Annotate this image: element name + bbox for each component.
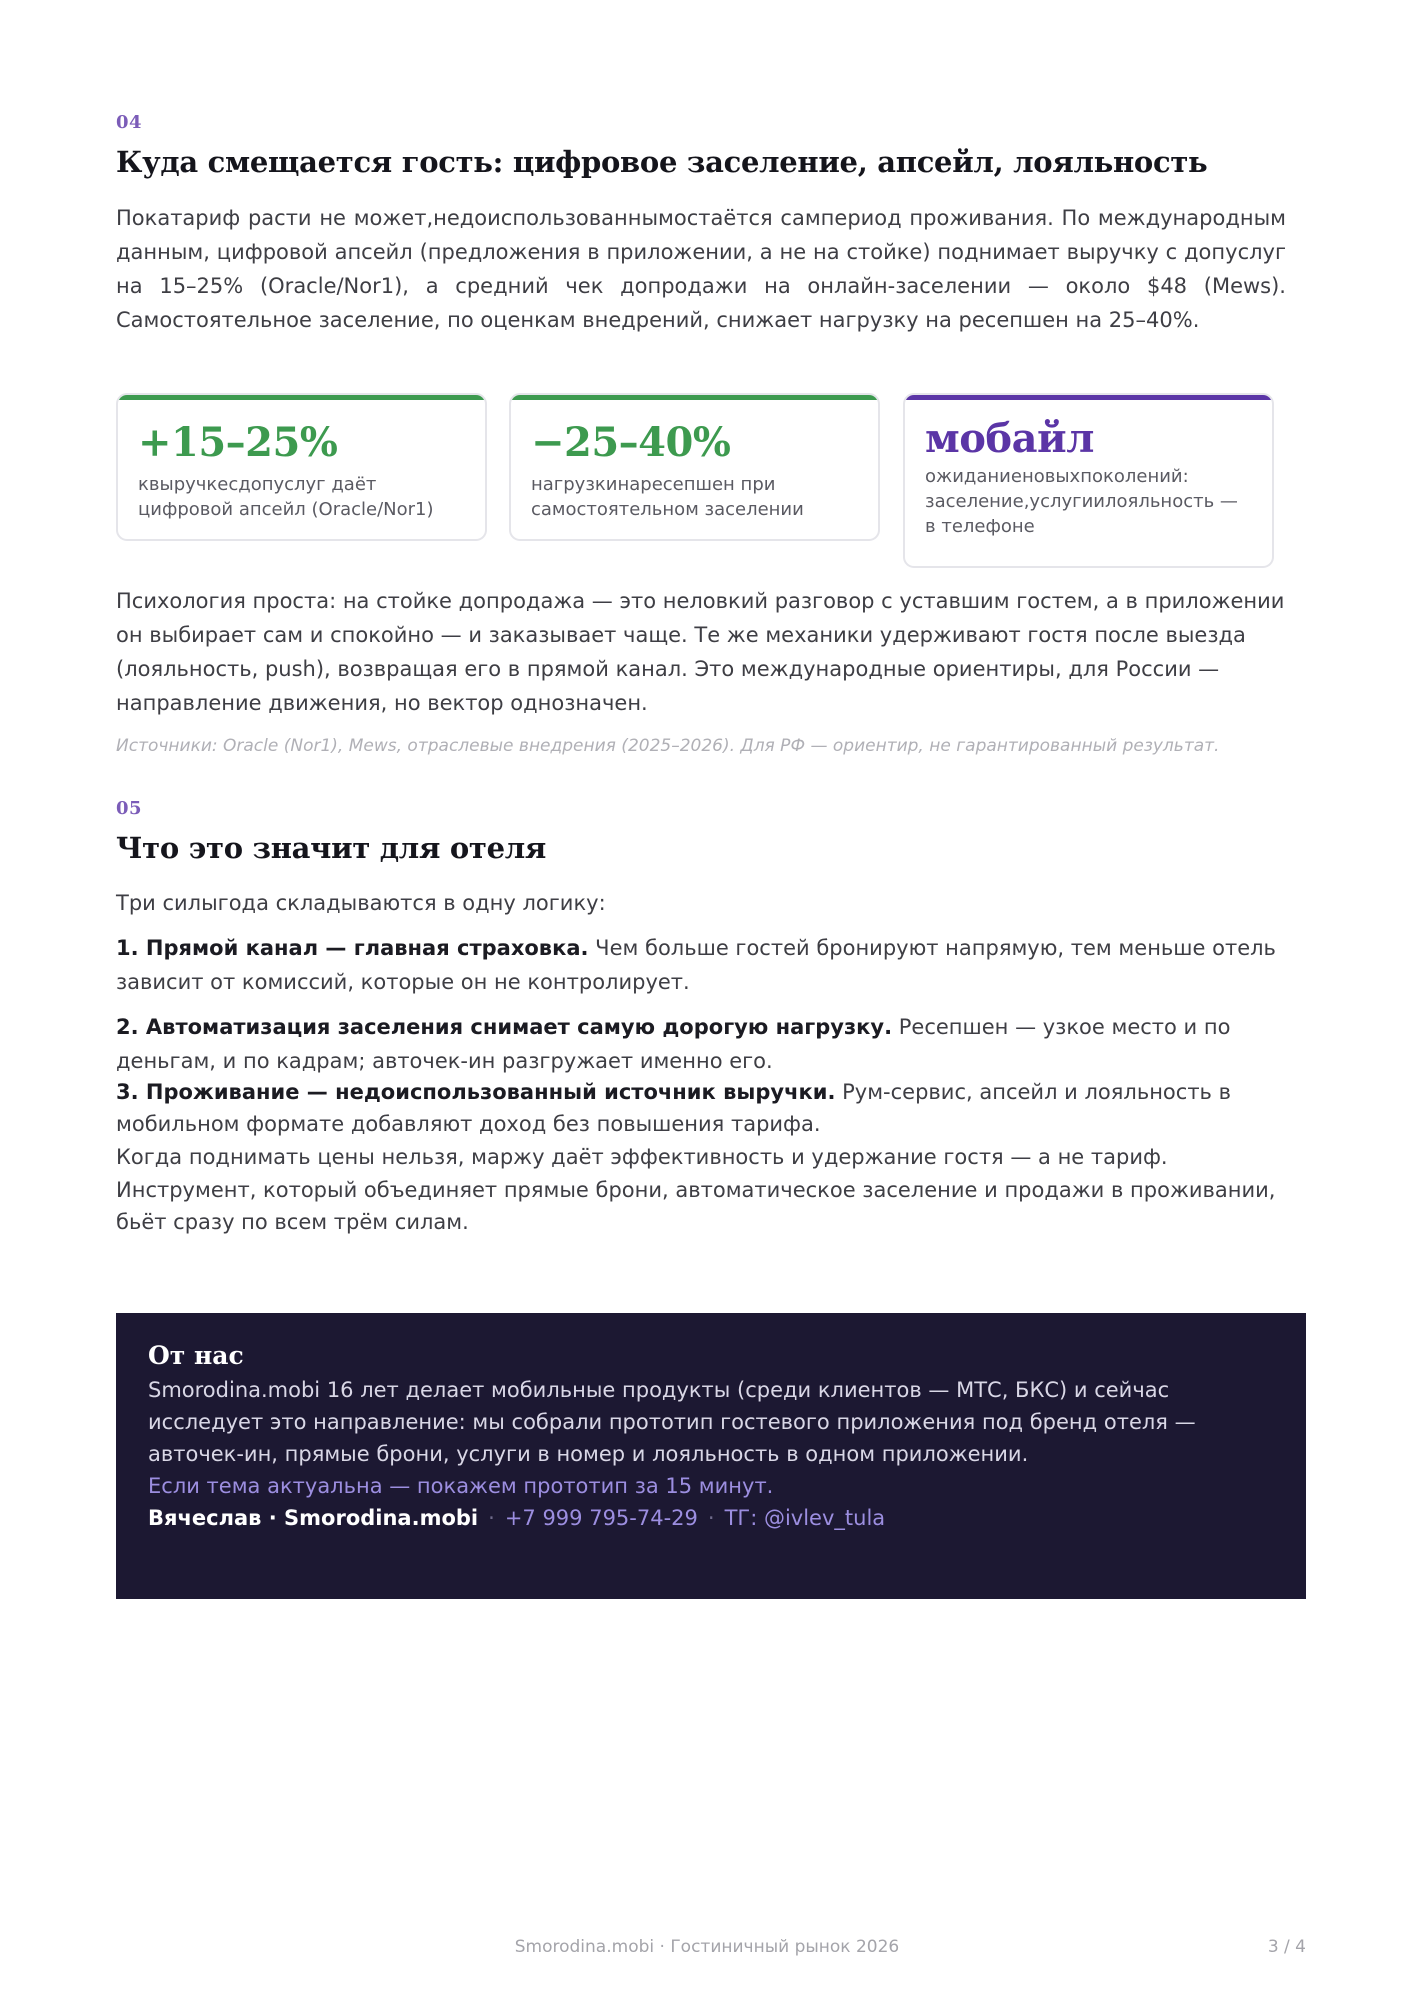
stat-caption: квыручкесдопуслуг даёт цифровой апсейл (Oracle/Nor1) xyxy=(138,474,434,520)
point-text: Ресепшен — узкое место и по деньгам, и по кадрам; авточек-ин разгружает именно его. xyxy=(116,1015,1231,1073)
conclusion-line: Когда поднимать цены нельзя, маржу даёт эффективность и удержание гостя — а не тариф. xyxy=(116,1145,1168,1169)
point-heading: 2. Автоматизация заселения снимает самую дорогую нагрузку. xyxy=(116,1015,893,1039)
section-number: 04 xyxy=(116,112,143,133)
stat-caption: нагрузкинаресепшен при самостоятельном заселении xyxy=(531,474,804,520)
section-title: Куда смещается гость: цифровое заселение, апсейл, лояльность xyxy=(116,145,1208,179)
section-number: 05 xyxy=(116,798,143,819)
list-item xyxy=(116,931,1292,999)
point-text: Чем больше гостей бронируют напрямую, тем меньше отель зависит от комиссий, которые он не контролирует. xyxy=(116,936,1276,994)
stat-value: +15–25% xyxy=(138,419,338,466)
section-intro: Три силыгода складываются в одну логику: xyxy=(116,891,606,915)
stat-value: мобайл xyxy=(925,415,1094,462)
card-accent-bar xyxy=(118,395,485,400)
separator: · xyxy=(488,1506,495,1530)
section-intro: Покатариф расти не может,недоиспользованнымостаётся сампериод проживания. По международным данным, цифровой апсейл (предложения в приложении, а не на стойке) поднимает выручку с допуслуг на 15–25% (Oracle/Nor1), а средний чек допродажи на онлайн-заселении — около $48 (Mews). Самостоятельное заселение, по оценкам внедрений, снижает нагрузку на ресепшен на 25–40%. xyxy=(116,206,1286,332)
list-item xyxy=(116,1076,1292,1140)
psychology-paragraph: Психология проста: на стойке допродажа — это неловкий разговор с уставшим гостем, а в приложении он выбирает сам и спокойно — и заказывает чаще. Те же механики удерживают гостя после выезда (лояльность, push), возвращая его в прямой канал. Это международные ориентиры, для России — направление движения, но вектор однозначен. xyxy=(116,589,1285,715)
about-text: Smorodina.mobi 16 лет делает мобильные продукты (среди клиентов — МТС, БКС) и сейчас исследует это направление: мы собрали прототип гостевого приложения под бренд отеля — авточек-ин, прямые брони, услуги в номер и лояльность в одном приложении. xyxy=(148,1378,1196,1466)
stat-card xyxy=(116,393,487,541)
point-text: Рум-сервис, апсейл и лояльность в мобильном формате добавляют доход без повышения тарифа. xyxy=(116,1080,1231,1136)
contact-name: Вячеслав · Smorodina.mobi xyxy=(148,1506,479,1530)
page-number: 3 / 4 xyxy=(1267,1937,1306,1957)
stat-caption: ожиданиеновыхпоколений: заселение,услугиилояльность — в телефоне xyxy=(925,466,1238,537)
sources-note: Источники: Oracle (Nor1), Mews, отраслевые внедрения (2025–2026). Для РФ — ориентир, не гарантированный результат. xyxy=(116,736,1220,756)
point-heading: 1. Прямой канал — главная страховка. xyxy=(116,936,589,960)
stat-card xyxy=(903,393,1274,568)
card-accent-bar xyxy=(511,395,878,400)
conclusion-line: Инструмент, который объединяет прямые брони, автоматическое заселение и продажи в проживании, бьёт сразу по всем трём силам. xyxy=(116,1178,1276,1234)
about-cta: Если тема актуальна — покажем прототип за 15 минут. xyxy=(148,1474,774,1498)
stats-cards xyxy=(116,393,1292,573)
phone-link[interactable]: +7 999 795-74-29 xyxy=(504,1506,698,1530)
about-us-box xyxy=(116,1313,1306,1599)
contact-line xyxy=(148,1502,1274,1534)
list-item xyxy=(116,1010,1292,1078)
point-heading: 3. Проживание — недоиспользованный источник выручки. xyxy=(116,1080,836,1104)
separator: · xyxy=(707,1506,715,1530)
section-title: Что это значит для отеля xyxy=(116,831,547,865)
stat-value: −25–40% xyxy=(531,419,731,466)
card-accent-bar xyxy=(905,395,1272,400)
telegram-link[interactable]: ТГ: @ivlev_tula xyxy=(724,1506,886,1530)
stat-card xyxy=(509,393,880,541)
footer-title: Smorodina.mobi · Гостиничный рынок 2026 xyxy=(514,1937,900,1957)
about-title: От нас xyxy=(148,1341,244,1370)
